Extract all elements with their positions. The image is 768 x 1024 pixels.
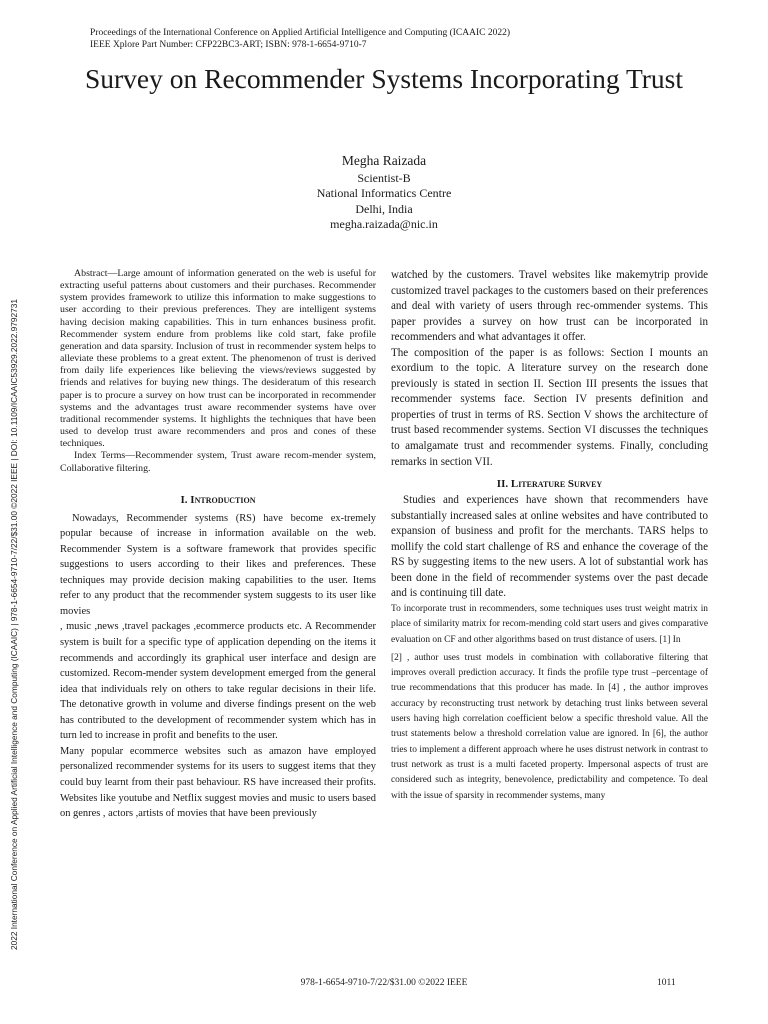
intro-paragraph-2: , music ,news ,travel packages ,ecommerce products etc. A Recommender system is built for a specific type of application depending on the items it recommends and accordingly its graphical user interface and design are customized. Recom-mender system development emerged from the general idea that individuals rely on others to take regular decisions in their life. The detonative growth in volume and diverse findings present on the web has contributed to the development of recommender system which has in turn led to increase in profit and benefits to the user. [60,621,376,742]
intro-paragraph-1: Nowadays, Recommender systems (RS) have become ex-tremely popular because of increase in information available on the web. Recommender System is a software framework that provides specific suggestions to users according to their likes and preferences. These techniques may provide decision making capabilities to the user. Items refer to any product that the recommender system suggests to its user like movies [60,512,376,617]
author-organization: National Informatics Centre [316,186,452,200]
intro-paragraph-3: Many popular ecommerce websites such as amazon have employed personalized recommender systems for its users to suggest items that they could buy learnt from their past behaviour. RS have increased their profits. Websites like youtube and Netflix suggest movies and music to users based on genres , actors ,artists of movies that have been previously [60,745,376,820]
intro-continuation-paragraph: watched by the customers. Travel websites like makemytrip provide customized travel packages to the customers based on their preferences and deal with variety of users through rec-ommender systems. This paper provides a survey on how trust can be incorporated in recommenders and what advantages it offer. [391,269,708,344]
literature-paragraph-1: Studies and experiences have shown that recommenders have substantially increased sales at online websites and have contributed to expansion of business and profit for the merchants. TARS helps to mollify the cold start challenge of RS and enhance the coverage of the RS by suggesting items to the new users. A lot of substantial work has been done in the field of recommender systems over the past decade and is continuing till date. [391,494,708,600]
side-doi-note: 2022 International Conference on Applied Artificial Intelligence and Computing (ICAAIC) | 978-1-6654-9710-7/22/$31.00 ©2022 IEEE | DOI: 10.1109/ICAAIC53929.2022.9792731 [9,299,19,950]
conference-proceedings-line: Proceedings of the International Conference on Applied Artificial Intelligence and Computing (ICAAIC 2022) [90,28,510,38]
abstract: Abstract—Large amount of information generated on the web is useful for extracting useful patterns about customers and their purchases. Recommender system provides framework to utilize this information to make suggestions to user according to their previous preferences. They are intelligent systems having decision making capabilities. This in turn enhances business profit. Recommender system endure from problems like cold start, fake profile generation and data sparsity. Inclusion of trust in recommender system helps to alleviate these problems to a great extent. The phenomenon of trust is derived from daily life experiences like believing the views/reviews suggested by friends and relatives for buying new things. The desideratum of this research paper is to procure a survey on how trust can be incorporated in recommender systems and the advantages trust aware recommender systems have over traditional recommender systems. It highlights the techniques that have been used to develop trust aware recommenders and pros and cones of these techniques. [60,268,376,450]
page-number: 1011 [657,978,676,988]
paper-title: Survey on Recommender Systems Incorporating Trust [84,63,684,94]
literature-paragraph-3: [2] , author uses trust models in combination with collaborative filtering that improves overall prediction accuracy. It finds the profile type trust –percentage of true recommendations that this producer has made. In [4] , the author improves accuracy by reconstructing trust network by detaching trust links between several users having high correlation coefficient below a specific threshold value. All the trust statements below a threshold correlation value are ignored. In [6], the author tries to implement a different approach where he uses distrust network in contrast to trust network as trust is a multi faceted property. Impersonal aspects of trust are considered such as integrity, benevolence, predictability and competence. To deal with the issue of sparsity in recommender systems, many [391,652,708,801]
author-block [234,152,534,233]
right-column [391,268,708,804]
paper-composition-paragraph: The composition of the paper is as follows: Section I mounts an exordium to the topic. A literature survey on the research done previously is stated in section II. Section III presents the issues that recommender systems face. Section IV presents definition and properties of trust in terms of RS. Section V shows the architecture of trust based recommender systems. Section VI discusses the techniques to amalgamate trust and recommender systems. Finally, concluding remarks in section VII. [391,346,708,468]
author-name: Megha Raizada [341,153,427,168]
literature-paragraph-2: To incorporate trust in recommenders, some techniques uses trust weight matrix in place of similarity matrix for recom-mending cold start users and gives comparative evaluation on CF and other algorithms based on trust distance of users. [1] In [391,603,708,645]
section-heading-literature-survey: II. Literature Survey [496,478,603,491]
left-column [60,268,376,822]
section-heading-introduction: I. Introduction [180,493,256,506]
author-location: Delhi, India [355,201,413,216]
author-email: megha.raizada@nic.in [330,217,438,231]
ieee-xplore-isbn-line: IEEE Xplore Part Number: CFP22BC3-ART; ISBN: 978-1-6654-9710-7 [90,40,367,50]
author-role: Scientist-B [357,170,411,185]
index-terms: Index Terms—Recommender system, Trust aware recom-mender system, Collaborative filtering. [60,450,376,474]
footer-copyright: 978-1-6654-9710-7/22/$31.00 ©2022 IEEE [300,978,468,988]
